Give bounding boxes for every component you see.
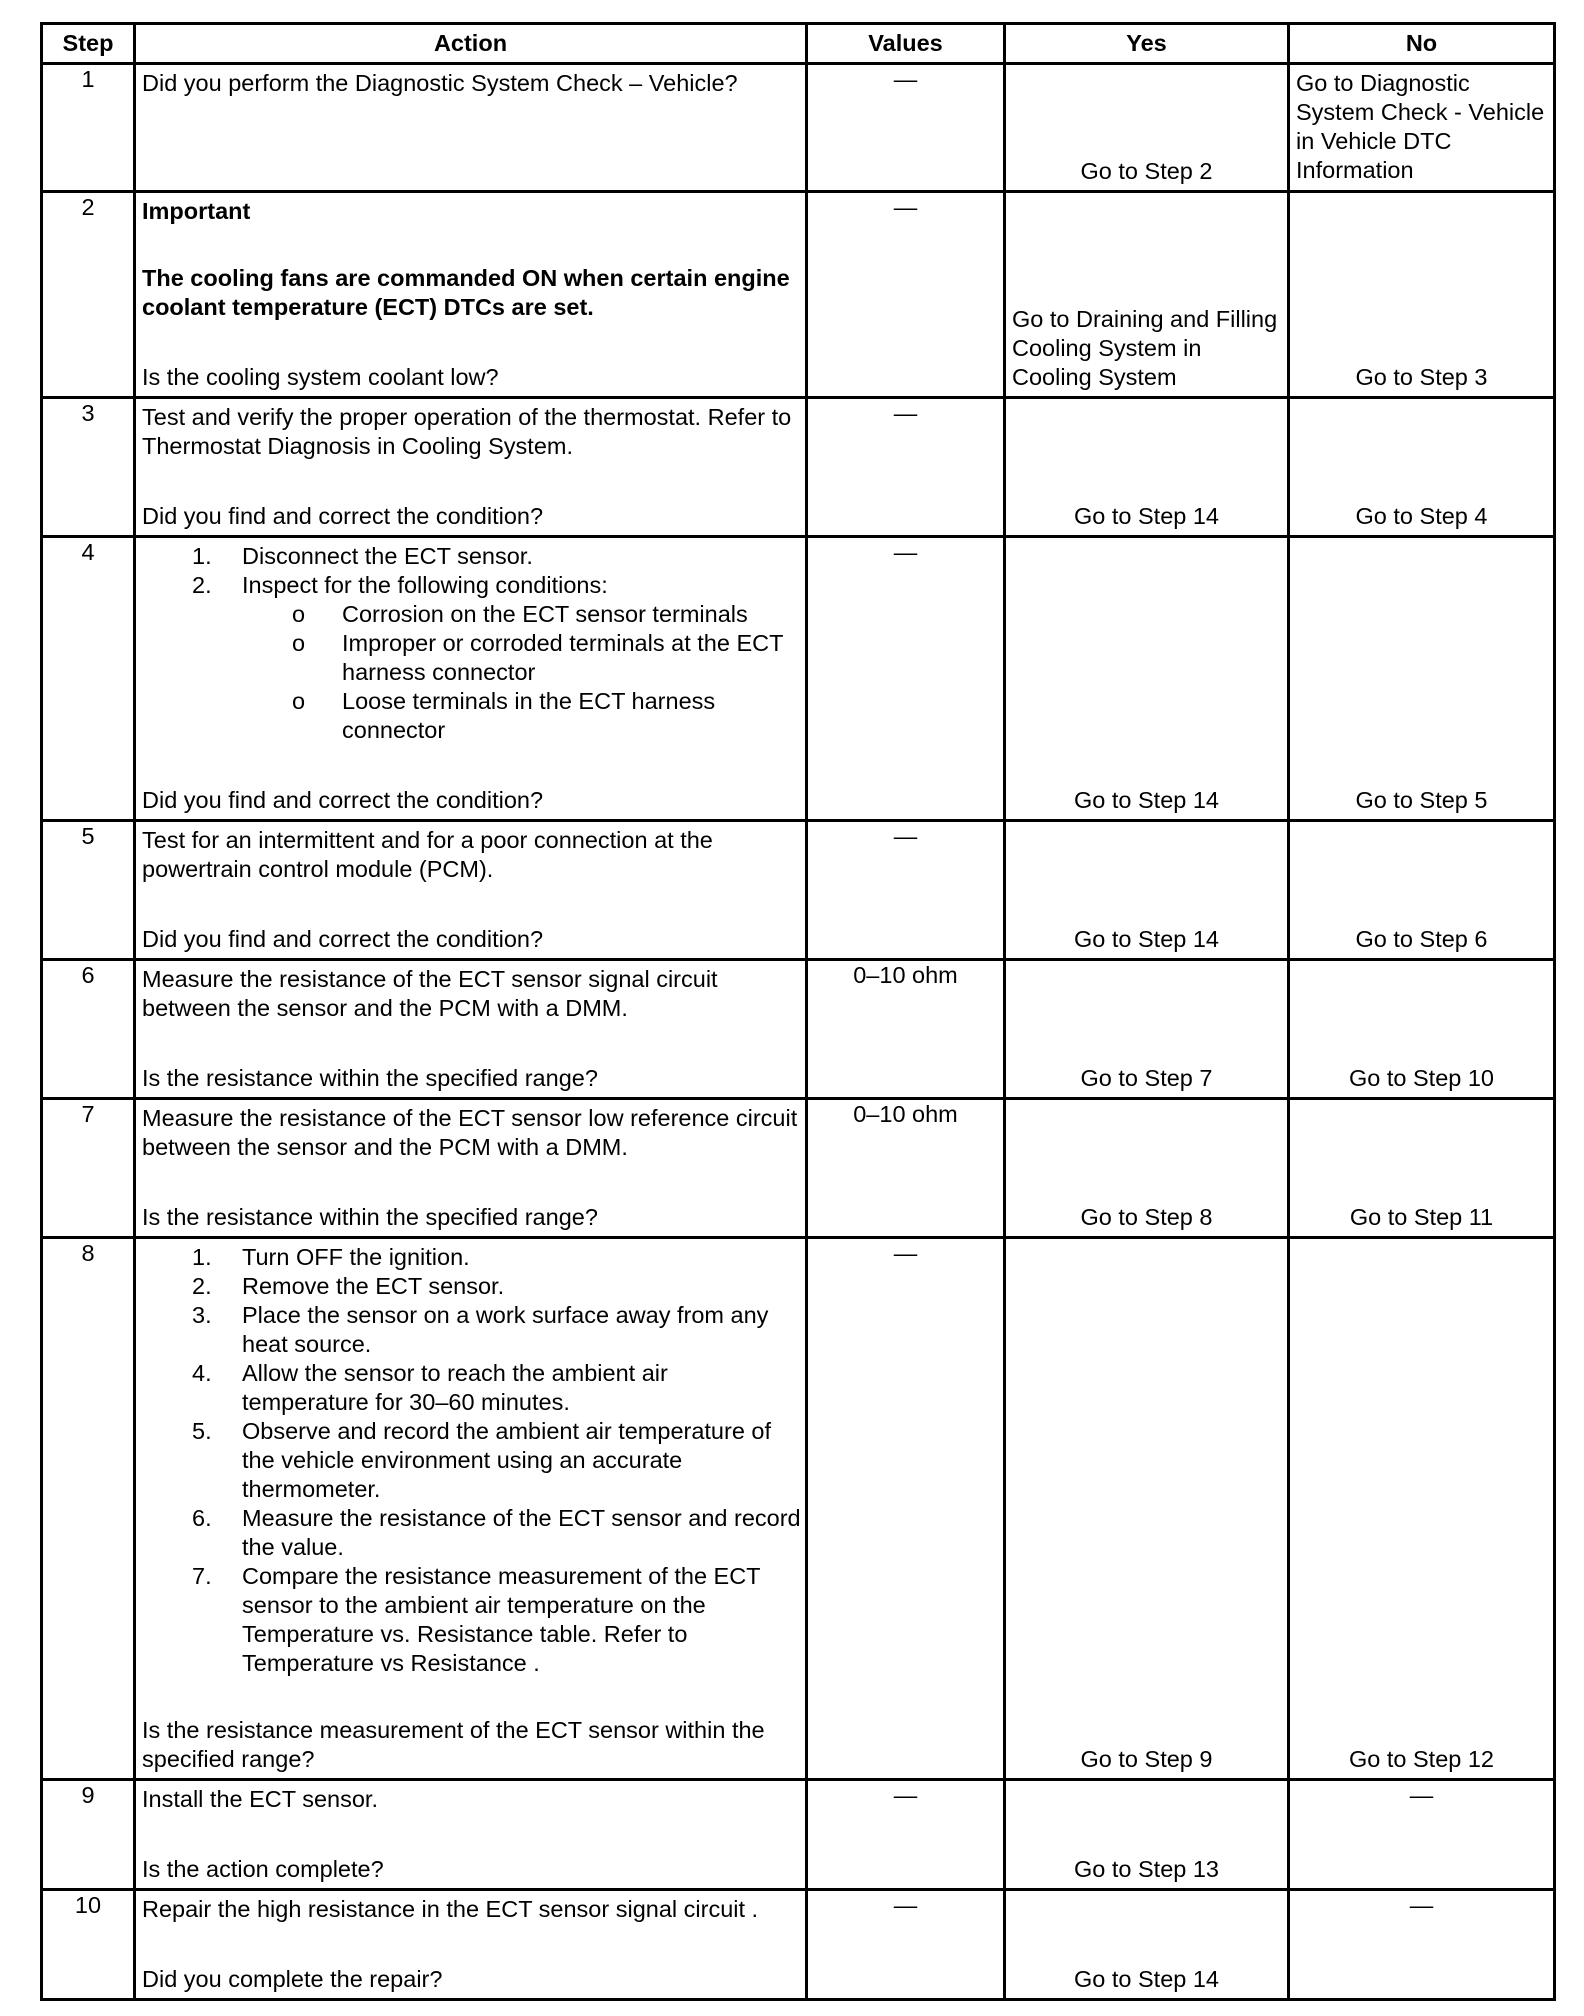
- no-text: Go to Step 5: [1355, 787, 1488, 813]
- list-item: 1. Disconnect the ECT sensor.: [192, 543, 533, 569]
- step-number: 2: [42, 192, 135, 398]
- step-number: 8: [42, 1238, 135, 1780]
- no-text: Go to Step 12: [1348, 1746, 1495, 1772]
- action-question: Is the cooling system coolant low?: [142, 364, 499, 390]
- yes-cell: [1005, 192, 1289, 398]
- yes-text: Go to Step 8: [1080, 1204, 1213, 1230]
- no-cell: [1289, 398, 1555, 537]
- action-text: Test and verify the proper operation of the thermostat. Refer to Thermostat Diagnosis in Cooling System.: [142, 404, 792, 459]
- action-cell: [135, 1099, 807, 1238]
- step-number: 9: [42, 1780, 135, 1890]
- no-cell: [1289, 537, 1555, 821]
- list-item: 6. Measure the resistance of the ECT sensor and record the value.: [192, 1505, 801, 1560]
- sub-item: o Corrosion on the ECT sensor terminals: [292, 601, 748, 627]
- yes-text: Go to Step 14: [1073, 503, 1220, 529]
- action-text: Install the ECT sensor.: [142, 1786, 378, 1812]
- action-cell: [135, 537, 807, 821]
- no-text: Go to Step 3: [1355, 364, 1488, 390]
- value-cell: 0–10 ohm: [807, 1099, 1005, 1238]
- yes-cell: [1005, 1238, 1289, 1780]
- action-text: Did you perform the Diagnostic System Check – Vehicle?: [142, 70, 738, 96]
- action-question: Is the resistance measurement of the ECT sensor within the specified range?: [142, 1717, 765, 1772]
- step-number: 5: [42, 821, 135, 960]
- header-action: Action: [135, 24, 807, 64]
- table-row: [42, 1099, 1555, 1238]
- action-cell: [135, 398, 807, 537]
- no-text: Go to Step 6: [1355, 926, 1488, 952]
- yes-text: Go to Step 13: [1073, 1856, 1220, 1882]
- action-cell: [135, 821, 807, 960]
- action-text: Repair the high resistance in the ECT sensor signal circuit .: [142, 1896, 759, 1922]
- yes-cell: [1005, 1780, 1289, 1890]
- action-question: Did you find and correct the condition?: [142, 787, 544, 813]
- list-item: 7. Compare the resistance measurement of the ECT sensor to the ambient air temperature on the Temperature vs. Resistance table. Refer to Temperature vs Resistance .: [192, 1563, 761, 1676]
- step-number: 4: [42, 537, 135, 821]
- action-question: Is the action complete?: [142, 1856, 384, 1882]
- value-cell: 0–10 ohm: [807, 960, 1005, 1099]
- yes-text: Go to Step 14: [1073, 787, 1220, 813]
- list-item: 2. Inspect for the following conditions: o Corrosion on the ECT sensor terminals o Improper or corroded terminals at the ECT harness connector o Loose terminals in the ECT harness connector: [192, 571, 801, 745]
- action-text: Measure the resistance of the ECT sensor low reference circuit between the sensor and the PCM with a DMM.: [142, 1105, 798, 1160]
- table-row: [42, 398, 1555, 537]
- value-cell: —: [807, 1238, 1005, 1780]
- action-cell: [135, 1780, 807, 1890]
- action-cell: [135, 1890, 807, 2000]
- sub-item: o Loose terminals in the ECT harness connector: [292, 688, 716, 743]
- no-cell: [1289, 821, 1555, 960]
- action-text: Measure the resistance of the ECT sensor signal circuit between the sensor and the PCM with a DMM.: [142, 966, 718, 1021]
- no-cell: [1289, 1099, 1555, 1238]
- table-row: [42, 1238, 1555, 1780]
- list-item: 5. Observe and record the ambient air temperature of the vehicle environment using an accurate thermometer.: [192, 1418, 772, 1502]
- no-cell: [1289, 64, 1555, 192]
- yes-cell: [1005, 821, 1289, 960]
- action-text: Test for an intermittent and for a poor connection at the powertrain control module (PCM).: [142, 827, 713, 882]
- procedure-list: [142, 542, 801, 745]
- no-cell: [1289, 1238, 1555, 1780]
- value-cell: —: [807, 64, 1005, 192]
- step-number: 3: [42, 398, 135, 537]
- important-note: The cooling fans are commanded ON when certain engine coolant temperature (ECT) DTCs are set.: [142, 265, 790, 320]
- procedure-list: [142, 1243, 801, 1678]
- list-item: 4. Allow the sensor to reach the ambient air temperature for 30–60 minutes.: [192, 1360, 668, 1415]
- step-number: 10: [42, 1890, 135, 2000]
- table-row: [42, 960, 1555, 1099]
- value-cell: —: [807, 192, 1005, 398]
- yes-cell: [1005, 1890, 1289, 2000]
- no-text: Go to Step 10: [1348, 1065, 1495, 1091]
- table-row: [42, 821, 1555, 960]
- header-step: Step: [42, 24, 135, 64]
- yes-text: Go to Step 14: [1073, 926, 1220, 952]
- action-question: Did you complete the repair?: [142, 1966, 443, 1992]
- value-cell: —: [807, 1780, 1005, 1890]
- value-cell: —: [807, 1890, 1005, 2000]
- no-cell: [1289, 192, 1555, 398]
- no-text: Go to Step 11: [1349, 1204, 1494, 1230]
- yes-cell: [1005, 960, 1289, 1099]
- action-cell: [135, 64, 807, 192]
- list-item: 3. Place the sensor on a work surface away from any heat source.: [192, 1302, 769, 1357]
- yes-cell: [1005, 398, 1289, 537]
- step-number: 1: [42, 64, 135, 192]
- action-question: Is the resistance within the specified range?: [142, 1065, 598, 1091]
- action-cell: [135, 1238, 807, 1780]
- yes-cell: [1005, 537, 1289, 821]
- step-number: 7: [42, 1099, 135, 1238]
- header-yes: Yes: [1005, 24, 1289, 64]
- yes-text: Go to Step 14: [1073, 1966, 1220, 1992]
- yes-text: Go to Step 2: [1080, 158, 1213, 184]
- yes-text: Go to Step 7: [1080, 1065, 1213, 1091]
- yes-text: Go to Draining and Filling Cooling System in Cooling System: [1012, 306, 1278, 390]
- no-cell: [1289, 960, 1555, 1099]
- yes-cell: [1005, 1099, 1289, 1238]
- header-row: [42, 24, 1555, 64]
- list-item: 1. Turn OFF the ignition.: [192, 1244, 470, 1270]
- table-row: [42, 537, 1555, 821]
- list-item: 2. Remove the ECT sensor.: [192, 1273, 505, 1299]
- value-cell: —: [807, 821, 1005, 960]
- table-row: [42, 64, 1555, 192]
- important-heading: Important: [142, 198, 251, 224]
- condition-list: [242, 600, 801, 745]
- table-row: [42, 1890, 1555, 2000]
- sub-item: o Improper or corroded terminals at the ECT harness connector: [292, 630, 784, 685]
- no-cell: —: [1289, 1780, 1555, 1890]
- no-text: Go to Diagnostic System Check - Vehicle in Vehicle DTC Information: [1296, 70, 1545, 183]
- yes-cell: [1005, 64, 1289, 192]
- header-no: No: [1289, 24, 1555, 64]
- no-text: Go to Step 4: [1355, 503, 1488, 529]
- action-question: Did you find and correct the condition?: [142, 926, 544, 952]
- action-question: Did you find and correct the condition?: [142, 503, 544, 529]
- value-cell: —: [807, 398, 1005, 537]
- action-cell: [135, 960, 807, 1099]
- header-values: Values: [807, 24, 1005, 64]
- table-row: [42, 1780, 1555, 1890]
- table-row: [42, 192, 1555, 398]
- value-cell: —: [807, 537, 1005, 821]
- diagnostic-table: [40, 22, 1556, 2001]
- action-cell: [135, 192, 807, 398]
- yes-text: Go to Step 9: [1080, 1746, 1213, 1772]
- no-cell: —: [1289, 1890, 1555, 2000]
- action-question: Is the resistance within the specified range?: [142, 1204, 598, 1230]
- step-number: 6: [42, 960, 135, 1099]
